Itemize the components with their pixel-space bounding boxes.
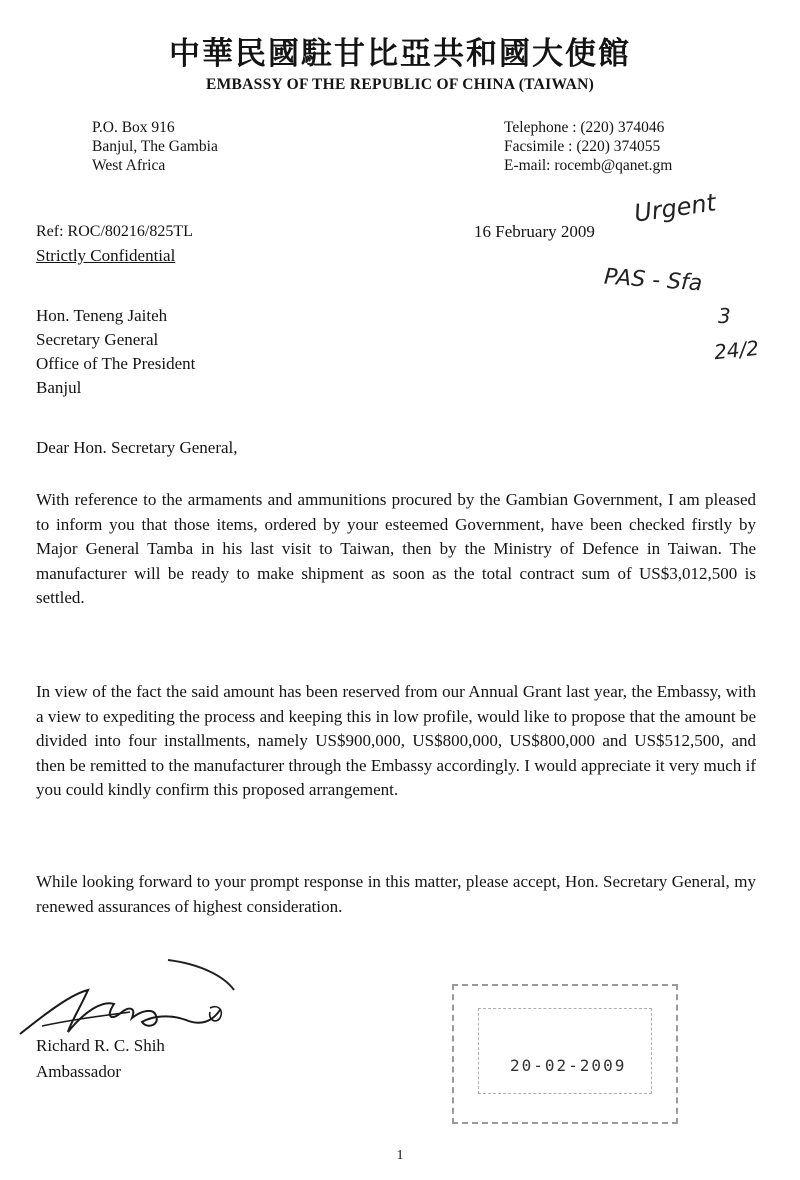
embassy-contact-block xyxy=(504,118,672,175)
received-stamp-frame xyxy=(478,1008,652,1094)
recipient-office: Office of The President xyxy=(36,354,196,373)
email-line: E-mail: rocemb@qanet.gm xyxy=(504,157,673,174)
recipient-block xyxy=(36,304,195,400)
page-number: 1 xyxy=(396,1148,404,1163)
recipient-title: Secretary General xyxy=(36,330,159,349)
embassy-postal-address xyxy=(92,118,218,175)
handwritten-routing-note: PAS - Sfa xyxy=(603,264,704,297)
recipient-name: Hon. Teneng Jaiteh xyxy=(36,306,168,325)
telephone-line: Telephone : (220) 374046 xyxy=(504,119,665,136)
handwritten-initial: 3 xyxy=(718,304,731,328)
recipient-city: Banjul xyxy=(36,378,82,397)
signatory-title: Ambassador xyxy=(36,1062,121,1081)
handwritten-date-note: 24/2 xyxy=(712,335,761,365)
received-stamp xyxy=(452,984,678,1124)
address-line: Banjul, The Gambia xyxy=(92,138,218,155)
address-line: P.O. Box 916 xyxy=(92,119,175,136)
letterhead-chinese-name: 中華民國駐甘比亞共和國大使館 xyxy=(169,36,631,72)
closing-paragraph: While looking forward to your prompt response in this matter, please accept, Hon. Secretary General, my renewed assurances of highest consideration. xyxy=(36,872,756,916)
body-paragraph: In view of the fact the said amount has been reserved from our Annual Grant last year, the Embassy, with a view to expediting the process and keeping this in low profile, would like to propose that the amount be divided into four installments, namely US$900,000, US$800,000, US$800,000 and US$512,500, and then be remitted to the manufacturer through the Embassy accordingly. I would appreciate it very much if you could kindly confirm this proposed arrangement. xyxy=(36,682,756,799)
classification-label: Strictly Confidential xyxy=(36,246,176,265)
reference-number: Ref: ROC/80216/825TL xyxy=(36,223,193,240)
received-stamp-date: 20-02-2009 xyxy=(510,1056,627,1075)
salutation: Dear Hon. Secretary General, xyxy=(36,438,238,457)
handwritten-urgent-note: Urgent xyxy=(632,188,718,228)
letter-date: 16 February 2009 xyxy=(474,222,595,241)
body-paragraph: With reference to the armaments and ammunitions procured by the Gambian Government, I am pleased to inform you that those items, ordered by your esteemed Government, have been checked firstly by Major General Tamba in his last visit to Taiwan, then by the Ministry of Defence in Taiwan. The manufacturer will be ready to make shipment as soon as the total contract sum of US$3,012,500 is settled. xyxy=(36,490,756,607)
signatory-name: Richard R. C. Shih xyxy=(36,1036,165,1055)
letterhead-english-name: EMBASSY OF THE REPUBLIC OF CHINA (TAIWAN) xyxy=(205,76,595,93)
facsimile-line: Facsimile : (220) 374055 xyxy=(504,138,661,155)
address-line: West Africa xyxy=(92,157,166,174)
